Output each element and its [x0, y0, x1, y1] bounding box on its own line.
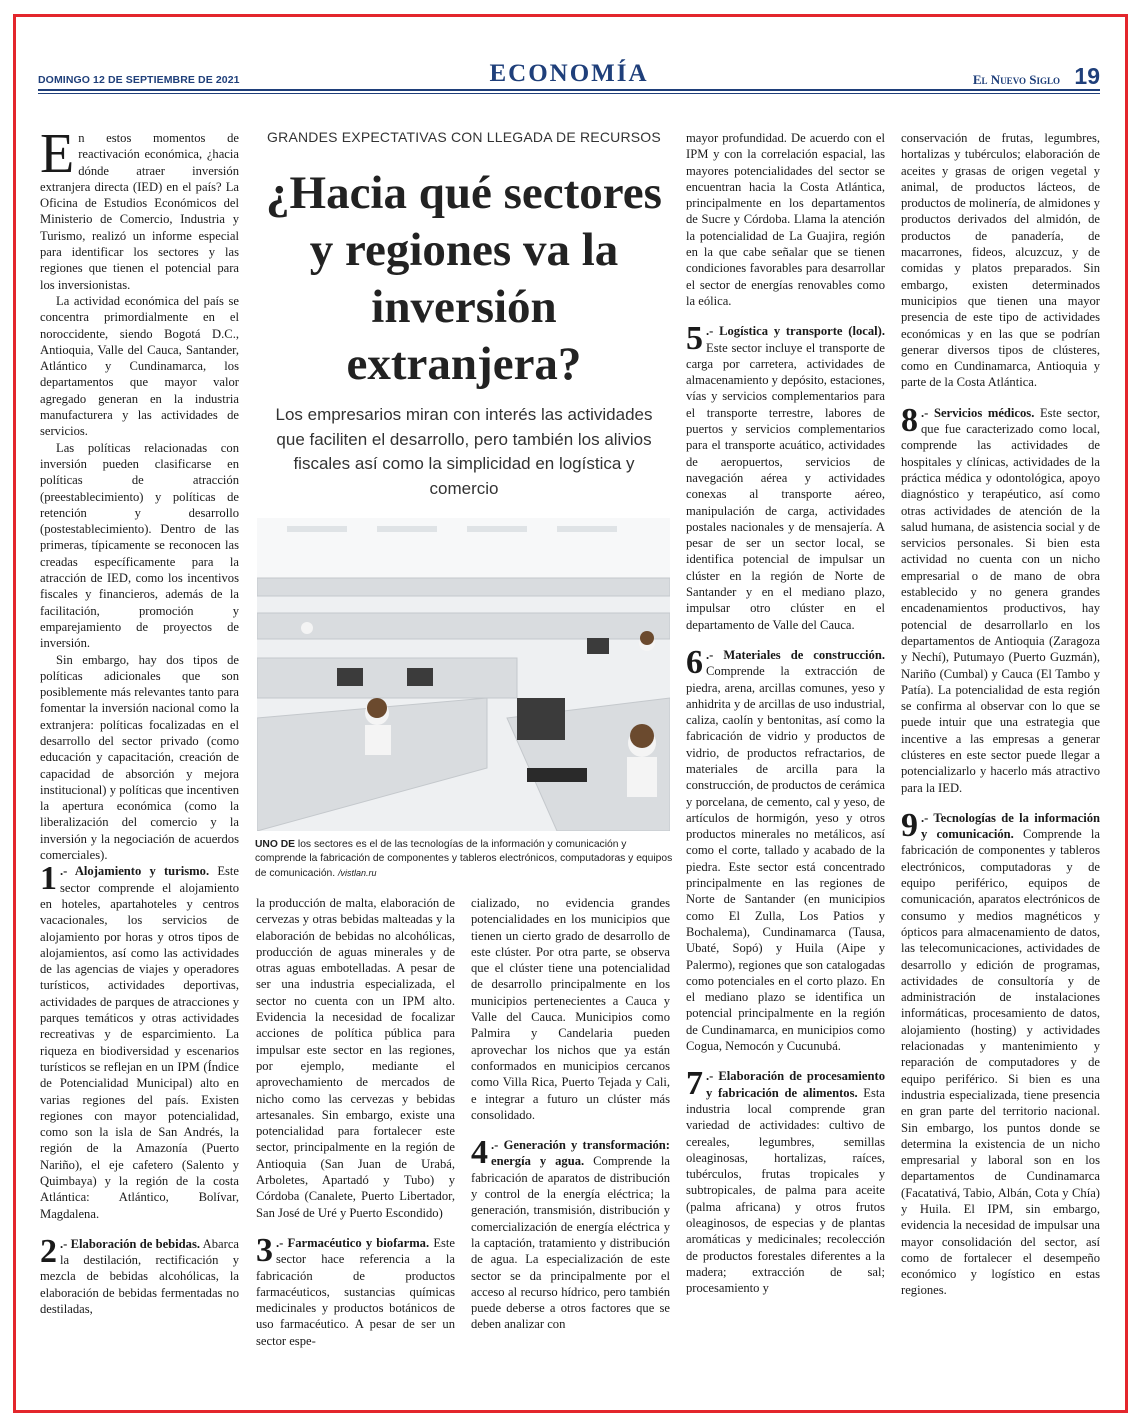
intro-paragraph: En estos momentos de reactivación económica, ¿hacia dónde atraer inversión extranjera directa (IED) en el país? La Oficina de Estudios Económicos del Ministerio de Comercio, Industria y Turismo, realizó un informe especial para identificar los sectores y las regiones que tienen el potencial para los inversionistas. [40, 123, 239, 292]
section-2: 2 .- Elaboración de bebidas. Abarca la destilación, rectificación y mezcla de bebidas alcohólicas, la elaboración de bebidas fermentadas no destiladas, [40, 1232, 239, 1317]
column-2 [256, 895, 455, 1349]
section-1-heading: .- Alojamiento y turismo. [60, 864, 210, 879]
section-8-heading: .- Servicios médicos. [921, 405, 1035, 420]
paragraph: conservación de frutas, legumbres, hortalizas y tubérculos; elaboración de aceites y grasas de origen vegetal y animal, de productos lácteos, de productos de molinería, de almidones y productos derivados del almidón, de productos de panadería, de macarrones, fideos, alcuzcuz, y de comidas y platos preparados. Sin embargo, existen determinados municipios que tienen una mayor presencia de este tipo de actividades económicas y en las que se podrían generar diversos tipos de clústeres, como en Cundinamarca, Antioquia y parte de la Costa Atlántica. [901, 131, 1100, 390]
paragraph: la producción de malta, elaboración de cervezas y otras bebidas malteadas y la elaboración de bebidas no alcohólicas, producción de aguas minerales y de otras aguas embotelladas. A pesar de ser una industria especializada, el sector no cuenta con un IPM alto. Evidencia la necesidad de focalizar acciones de política pública para impulsar este sector en las regiones, por ejemplo, mediante el aprovechamiento de mercados de nicho como las cervezas y bebidas artesanales. Sin embargo, existe una potencialidad para fortalecer este sector, principalmente en la región de Antioquia (San Juan de Urabá, Arboletes, Apartadó y Tubo) y Córdoba (Canalete, Puerto Libertador, San José de Uré y Puerto Escondido) [256, 896, 455, 1220]
column-3 [471, 895, 670, 1333]
section-4-heading: .- Generación y transformación: energía y agua. [491, 1138, 670, 1169]
column-1 [40, 123, 239, 1317]
paragraph: La actividad económica del país se concentra primordialmente en el noroccidente, siendo Bogotá D.C., Antioquia, Valle del Cauca, Santander, Atlántico y Cundinamarca, los departamentos que mayor valor agregado generan en la industria manufacturera y las actividades de servicios. [40, 293, 239, 439]
section-3-heading: .- Farmacéutico y biofarma. [276, 1235, 430, 1250]
section-8: 8 .- Servicios médicos. Este sector, que fue caracterizado como local, comprende las actividades de hospitales y clínicas, actividades de la práctica médica y odontológica, apoyo diagnóstico y terapéutico, así como otras actividades de atención de la salud humana, de asistencia social y de servicios personales. Si bien esta actividad no cuenta con un nicho empresarial o de mano de obra establecido y no genera grandes encadenamientos productivos, hay potencial de desarrollarlo en los departamentos de Antioquia (Zaragoza y Nechí), Putumayo (Puerto Guzmán), Nariño (Cumbal) y Cauca (El Tambo y Patía). La potencialidad de esta región se confirma al observar con lo que se puede intuir que una estrategia que incentive a las empresas a generar clústeres en este sector puede llegar a potencializarlo y hacerlo más atractivo para la IED. [901, 401, 1100, 795]
article-kicker: GRANDES EXPECTATIVAS CON LLEGADA DE RECURSOS [267, 129, 661, 145]
section-5: 5 .- Logística y transporte (local). Este sector incluye el transporte de carga por carretera, actividades de almacenamiento y depósito, estaciones, vías y servicios complementarios para el transporte terrestre, labores de puertos y servicios complementarios para el transporte acuático, actividades de aeropuertos, servicios de navegación aérea y actividades conexas al transporte aéreo, manipulación de carga, actividades postales nacionales y de mensajería. A pesar de ser un sector local, se identifica potencial de impulsar un clúster en la región de Norte de Santander y en el mediano plazo, impulsar otro clúster en el departamento de Valle del Cauca. [686, 320, 885, 632]
paragraph: Las políticas relacionadas con inversión pueden clasificarse en políticas de atracción (preestablecimiento) y políticas de retención y desarrollo (postestablecimiento). Dentro de las primeras, típicamente se reconocen las creadas específicamente para la atracción de IED, como los incentivos fiscales y financieros, además de la facilitación, promoción y emparejamiento de proyectos de inversión. [40, 440, 239, 651]
page-number: 19 [1074, 63, 1100, 89]
header-rule-thin [38, 93, 1100, 94]
photo-caption: UNO DE los sectores es el de las tecnologías de la información y comunicación y comprende la fabricación de componentes y tableros electrónicos, computadoras y equipos de comunicación. /vistlan.ru [255, 839, 673, 879]
section-9-heading: .- Tecnologías de la información y comunicación. [921, 810, 1100, 842]
section-6: 6 .- Materiales de construcción. Comprende la extracción de piedra, arena, arcillas comunes, yeso y anhidrita y de arcillas de uso industrial, caliza, caolín y bentonitas, así como la fabricación de vidrio y productos de vidrio, de productos refractarios, de materiales de arcilla para la construcción, de productos de cerámica y porcelana, de cemento, cal y yeso, de artículos de hormigón, yeso y otros productos minerales no metálicos, así como el corte, tallado y acabado de la piedra. Este sector está concentrado principalmente en las regiones de Norte de Santander (en municipios como El Zulla, Los Patios y Bochalema), Cundinamarca (Tausa, Ubaté, Sopó) y Huila (Aipe y Palermo), regiones que son catalogadas como potenciales en el corto plazo. En el mediano plazo se identifica un potencial principalmente en la región de Cundinamarca, en municipios como Cogua, Nemocón y Cucunubá. [686, 643, 885, 1054]
header-rule [38, 89, 1100, 91]
section-4: 4 .- Generación y transformación: energía y agua. Comprende la fabricación de aparatos de distribución y control de la energía eléctrica; la generación, transmisión, distribución y comercialización de energía eléctrica y la captación, tratamiento y distribución de agua. La especialización de este sector se da principalmente por el acceso al recurso hídrico, pero también puede deberse a otros factores que se deben analizar con [471, 1134, 670, 1332]
section-9: 9 .- Tecnologías de la información y comunicación. Comprende la fabricación de componentes y tableros electrónicos, computadoras y de equipo periférico, equipos de comunicación, aparatos electrónicos de consumo y medios magnéticos y ópticos para almacenamiento de datos, las telecomunicaciones, actividades de desarrollo y edición de programas, actividades de consultoría y de administración de instalaciones informáticas, procesamiento de datos, alojamiento (hosting) y actividades relacionadas y mantenimiento y reparación de computadores y de equipo periférico. Si bien es una industria especializada, tiene presencia en gran parte del territorio nacional. Sin embargo, los puntos donde se determina la existencia de un nicho empresarial y laboral son en los departamentos de Cundinamarca (Facatativá, Tabio, Albán, Cota y Chía) y Huila. El IPM, sin embargo, evidencia la necesidad de impulsar una mayor consolidación del sector, así como de fortalecer el desempeño económico y logístico en estas regiones. [901, 806, 1100, 1298]
section-6-heading: .- Materiales de construcción. [706, 647, 885, 662]
header-date: DOMINGO 12 DE SEPTIEMBRE DE 2021 [38, 74, 240, 86]
section-5-heading: .- Logística y transporte (local). [706, 324, 885, 339]
section-title: ECONOMÍA [489, 60, 649, 87]
section-7-heading: .- Elaboración de procesamiento y fabricación de alimentos. [706, 1069, 885, 1100]
section-1: 1 .- Alojamiento y turismo. Este sector comprende el alojamiento en hoteles, apartahoteles y centros vacacionales, los servicios de alojamiento por horas y otros tipos de alojamientos, así como las actividades de las agencias de viajes y operadores turísticos, actividades deportivas, actividades de parques de atracciones y parques temáticos y otras actividades recreativas y de esparcimiento. La riqueza en biodiversidad y escenarios turísticos se reflejan en un IPM (Índice de Potencialidad Municipal) alto en varias regiones del país. Existen regiones con mayor potencialidad, como son la isla de San Andrés, la región de la Amazonía (Puerto Nariño), el eje cafetero (Salento y Quimbaya) y la región de la costa Atlántica: Atlántico, Bolívar, Magdalena. [40, 860, 239, 1221]
section-2-heading: .- Elaboración de bebidas. [60, 1236, 201, 1251]
column-5 [901, 130, 1100, 1299]
article-lede: Los empresarios miran con interés las actividades que faciliten el desarrollo, pero también los alivios fiscales así como la simplicidad en logística y comercio [275, 405, 653, 498]
drop-cap: E [40, 123, 75, 185]
newspaper-name: El Nuevo Siglo [972, 72, 1060, 87]
paragraph: cializado, no evidencia grandes potencialidades en los municipios que tienen un cierto grado de desarrollo de este clúster. Por otra parte, se observa que el clúster tiene una potencialidad de desarrollo principalmente en los municipios pertenecientes a Cauca y Valle del Cauca. Municipios como Palmira y Candelaria pueden aprovechar los nichos que ya están conformados en municipios cercanos como Villa Rica, Puerto Tejada y Cali, e integrar a futuro un clúster más consolidado. [471, 896, 670, 1122]
page-header [38, 60, 1100, 94]
photo-credit: /vistlan.ru [338, 868, 377, 878]
office-photo [257, 518, 670, 831]
section-7: 7 .- Elaboración de procesamiento y fabricación de alimentos. Esta industria local comprende gran variedad de actividades: cultivo de cereales, legumbres, semillas oleaginosas, hortalizas, raíces, tubérculos, frutas tropicales y subtropicales, de palma para aceite (palma africana) y otros frutos oleaginosos, de especias y de plantas aromáticas y medicinales; recolección de productos forestales diferentes a la madera; extracción de sal; procesamiento y [686, 1065, 885, 1296]
column-4 [686, 130, 885, 1296]
section-3: 3 .- Farmacéutico y biofarma. Este sector hace referencia a la fabricación de productos farmacéuticos, sustancias químicas medicinales y productos botánicos de uso farmacéutico. A pesar de ser un sector espe- [256, 1231, 455, 1348]
paragraph: Sin embargo, hay dos tipos de políticas adicionales que son posiblemente más relevantes tanto para fomentar la inversión nacional como la extranjera: políticas focalizadas en el desarrollo del sector privado (como educación y capacitación, creación de capacidad de absorción y mejora institucional) y políticas que incentiven la apertura económica (como la liberalización del comercio y la inversión y la negociación de acuerdos comerciales). [40, 652, 239, 863]
article-title: ¿Hacia qué sectores y regiones va la inversión extranjera? [266, 167, 662, 390]
paragraph: mayor profundidad. De acuerdo con el IPM y con la correlación espacial, las mayores potencialidades del sector se encuentran hacia la Costa Atlántica, principalmente en los departamentos de Sucre y Córdoba. Llama la atención la potencialidad de La Guajira, región en la que cabe señalar que se tienen condiciones favorables para desarrollar el sector de energías renovables como la eólica. [686, 131, 885, 308]
